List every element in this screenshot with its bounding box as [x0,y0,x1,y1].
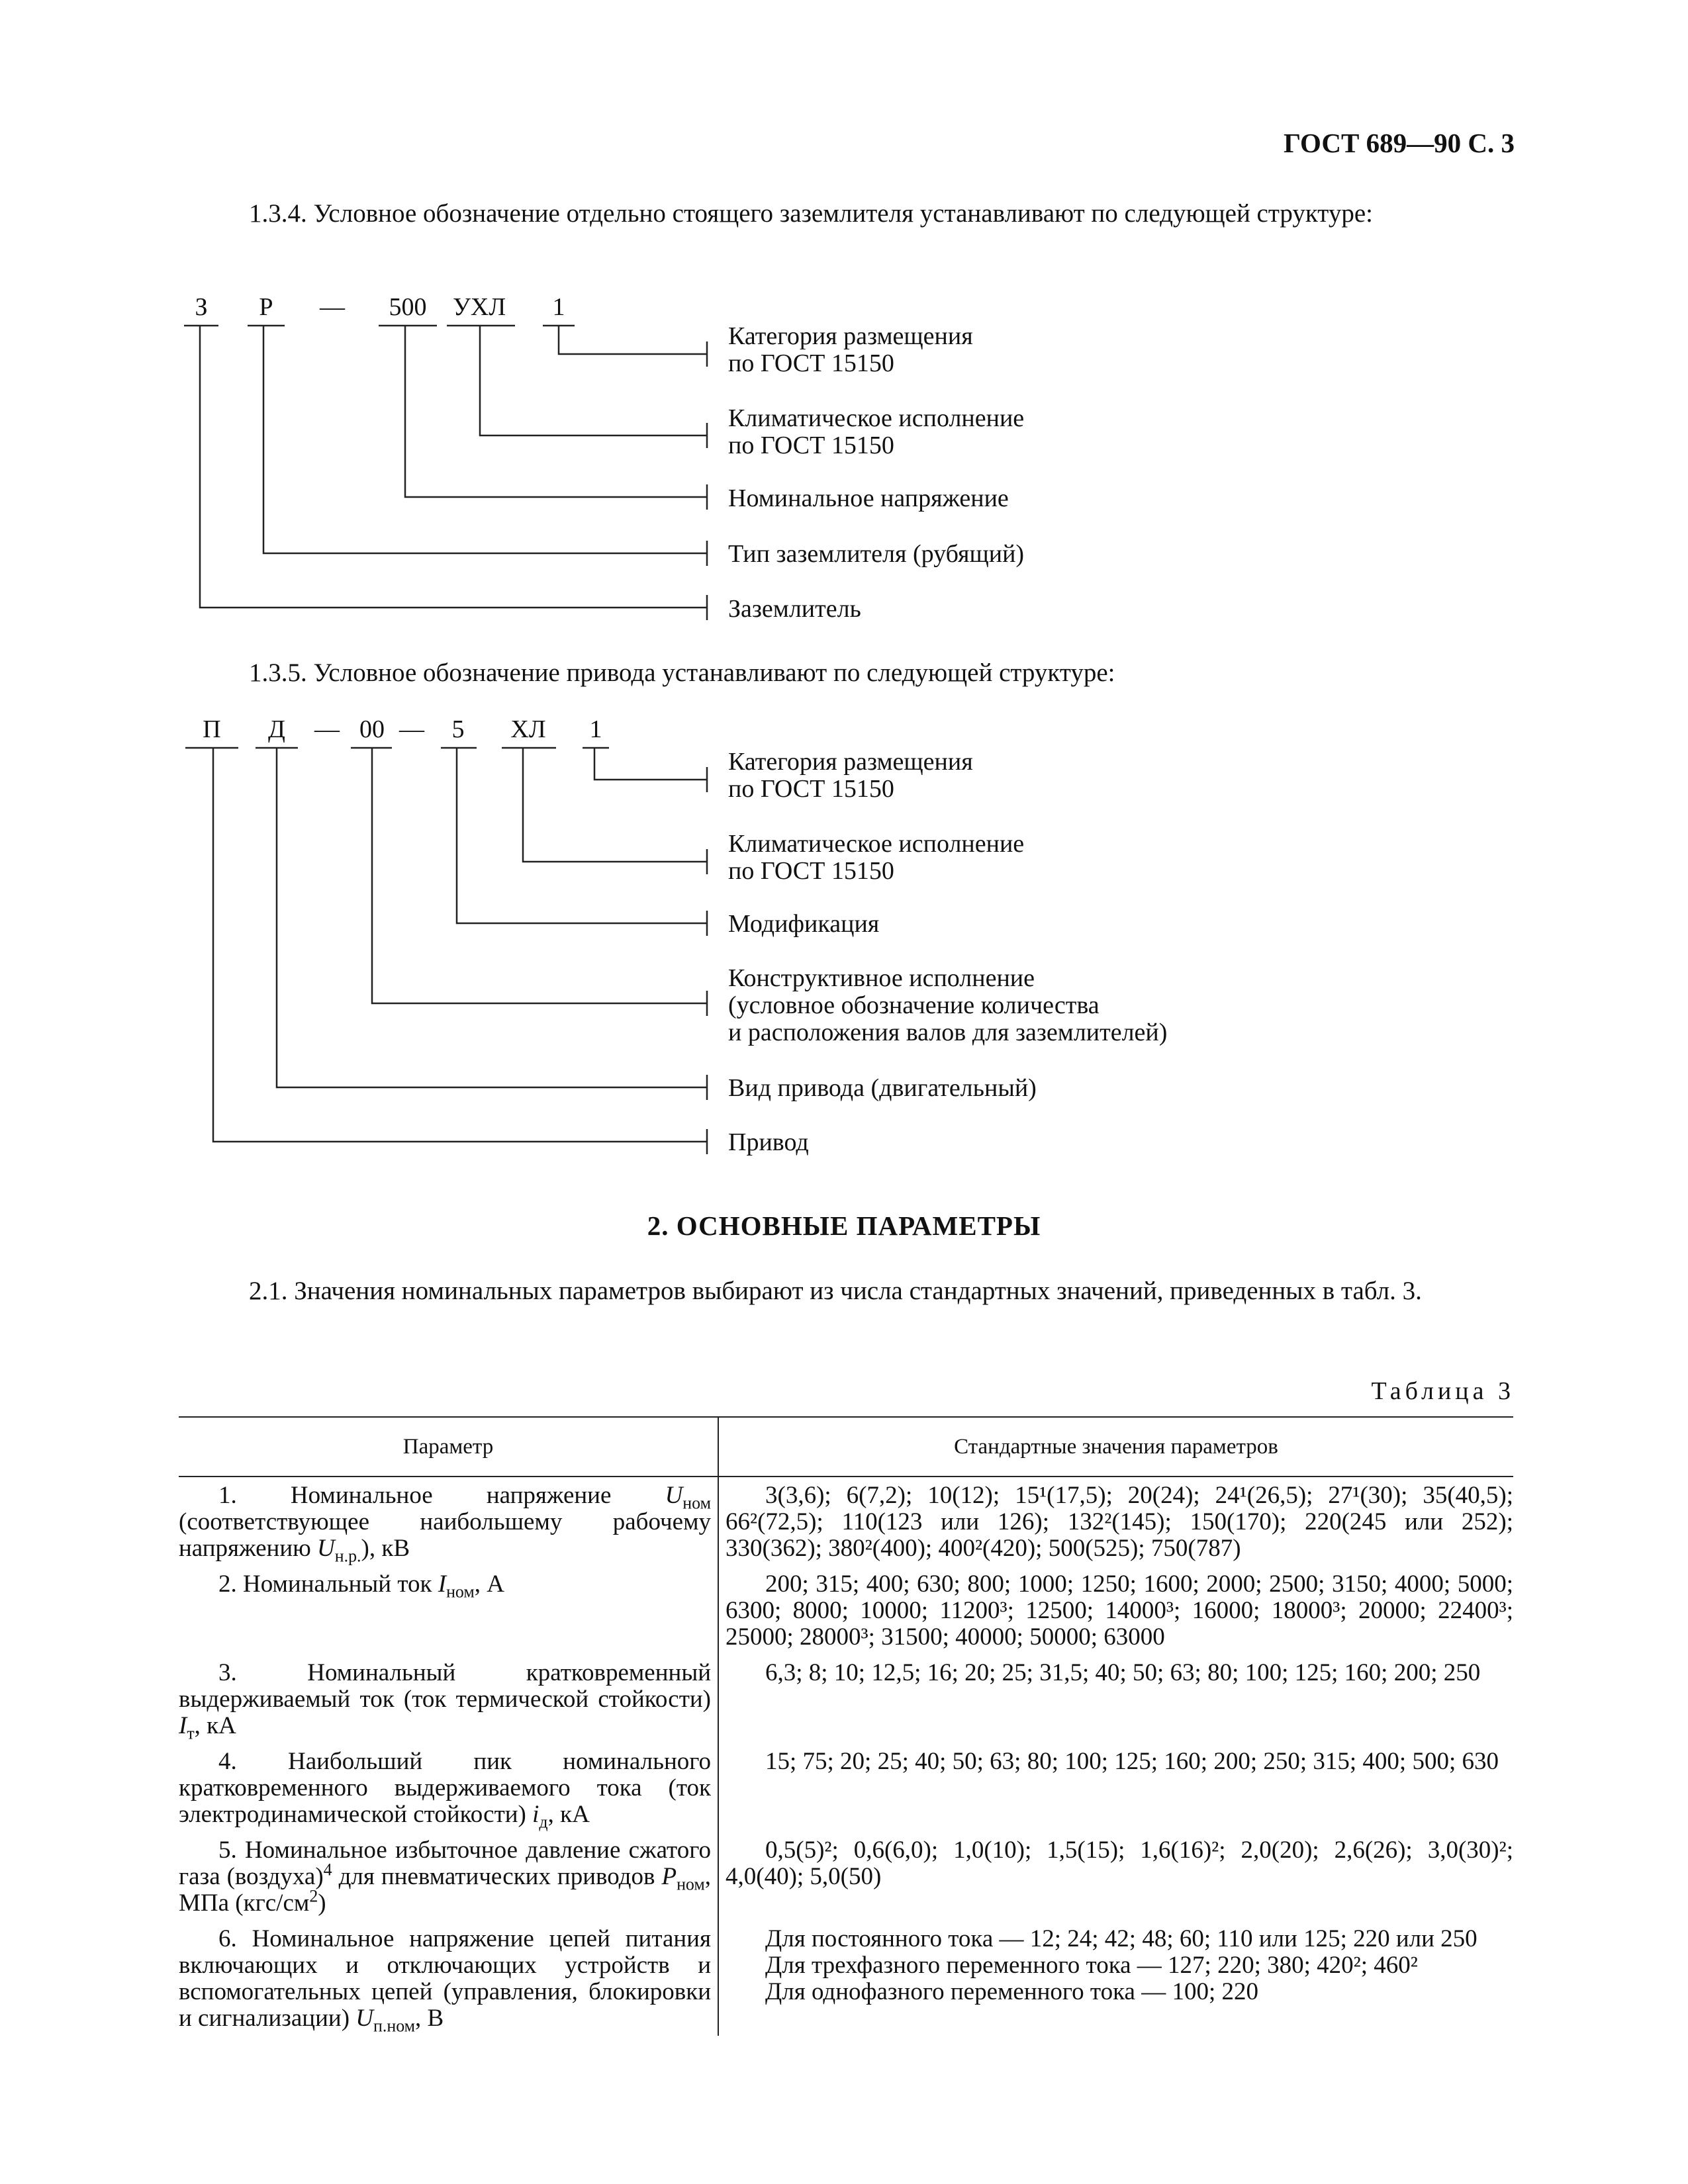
code-p: П [203,715,221,743]
paragraph-2-1 [179,1277,1513,1304]
code-design: 00 [359,715,385,743]
paragraph-2-1-text: 2.1. Значения номинальных параметров выбирают из числа стандартных значений, приведенных в табл. 3. [249,1277,1422,1305]
label-drive-placement-category: Категория размещения по ГОСТ 15150 [728,748,973,803]
table-row [179,1477,1513,1566]
code-climate-xl: ХЛ [510,715,546,743]
value-cell: 200; 315; 400; 630; 800; 1000; 1250; 1600; 2000; 2500; 3150; 4000; 5000; 6300; 8000; 10000; 11200³; 12500; 14000³; 16000; 18000³; 20000; 22400³; 25000; 28000³; 31500; 40000; 50000; 63000 [726,1570,1513,1651]
diagram-1-3-4-lines [184,326,707,620]
paragraph-1-3-4-text: 1.3.4. Условное обозначение отдельно стоящего заземлителя устанавливают по следующей структуре: [249,199,1373,228]
code-z: З [195,293,208,321]
code-d: Д [268,715,285,743]
label-nominal-voltage: Номинальное напряжение [728,484,1009,512]
label-modification: Модификация [728,910,880,938]
label-earthing-type: Тип заземлителя (рубящий) [728,540,1025,568]
code-r: Р [259,293,273,321]
label-climate-version: Климатическое исполнение по ГОСТ 15150 [728,404,1025,459]
table-row [179,1921,1513,2036]
code-climate: УХЛ [453,293,506,321]
value-cell: 3(3,6); 6(7,2); 10(12); 15¹(17,5); 20(24); 24¹(26,5); 27¹(30); 35(40,5); 66²(72,5); 110(123 или 126); 132²(145); 150(170); 220(245 или 252); 330(362); 380²(400); 400²(420); 500(525); 750(787) [726,1482,1513,1562]
code-dash-2: — [399,715,424,743]
label-placement-category: Категория размещения по ГОСТ 15150 [728,322,973,377]
section-title: 2. ОСНОВНЫЕ ПАРАМЕТРЫ [647,1210,1041,1241]
value-cell: 0,5(5)²; 0,6(6,0); 1,0(10); 1,5(15); 1,6(16)²; 2,0(20); 2,6(26); 3,0(30)²; 4,0(40); 5,0(50) [726,1837,1513,1890]
table-row [179,1566,1513,1655]
label-drive: Привод [728,1128,809,1156]
label-drive-type: Вид привода (двигательный) [728,1074,1037,1102]
param-cell: 6. Номинальное напряжение цепей питания включающих и отключающих устройств и вспомогательных цепей (управления, блокировки и сигнализации) $U_{п.ном}$, В [179,1921,718,2036]
value-cell: 6,3; 8; 10; 12,5; 16; 20; 25; 31,5; 40; 50; 63; 80; 100; 125; 160; 200; 250 [765,1659,1481,1686]
parameters-table [179,1416,1513,2036]
code-category-1: 1 [589,715,602,743]
label-drive-climate-version: Климатическое исполнение по ГОСТ 15150 [728,830,1025,885]
page-header: ГОСТ 689—90 С. 3 [1283,128,1515,158]
code-voltage: 500 [389,293,427,321]
code-modification: 5 [451,715,465,743]
header-parameter: Параметр [179,1417,718,1477]
table-row [179,1832,1513,1921]
label-design-version: Конструктивное исполнение (условное обозначение количества и расположения валов для заземлителей) [728,964,1168,1046]
label-earthing-switch: Заземлитель [728,595,861,623]
value-cell: Для постоянного тока — 12; 24; 42; 48; 60; 110 или 125; 220 или 250 Для трехфазного переменного тока — 127; 220; 380; 420²; 460² Для однофазного переменного тока — 100; 220 [765,1925,1477,2005]
code-category: 1 [552,293,565,321]
paragraph-1-3-5 [179,659,1513,686]
table-row [179,1655,1513,1743]
param-cell: 1. Номинальное напряжение $U_{ном}$ (соответствующее наибольшему рабочему напряжению $U_{н.р.}$), кВ [179,1477,718,1566]
table-row [179,1743,1513,1832]
table-label: Таблица 3 [1371,1377,1515,1405]
param-cell: 5. Номинальное избыточное давление сжатого газа (воздуха)$^4$ для пневматических приводов $P_{ном}$, МПа $(кгс/см^2)$ [179,1832,718,1921]
code-dash: — [320,293,345,321]
code-dash-1: — [314,715,340,743]
diagram-1-3-5-lines [185,748,707,1154]
param-cell: 4. Наибольший пик номинального кратковременного выдерживаемого тока (ток электродинамической стойкости) $i_д$, кА [179,1743,718,1832]
paragraph-1-3-5-text: 1.3.5. Условное обозначение привода устанавливают по следующей структуре: [249,659,1115,687]
param-cell: 3. Номинальный кратковременный выдерживаемый ток (ток термической стойкости) $I_т$, кА [179,1655,718,1743]
param-cell: 2. Номинальный ток $I_{ном}$, А [179,1566,718,1655]
value-cell: 15; 75; 20; 25; 40; 50; 63; 80; 100; 125; 160; 200; 250; 315; 400; 500; 630 [765,1748,1499,1775]
header-standard-values: Стандартные значения параметров [718,1417,1513,1477]
table-header-row [179,1417,1513,1477]
